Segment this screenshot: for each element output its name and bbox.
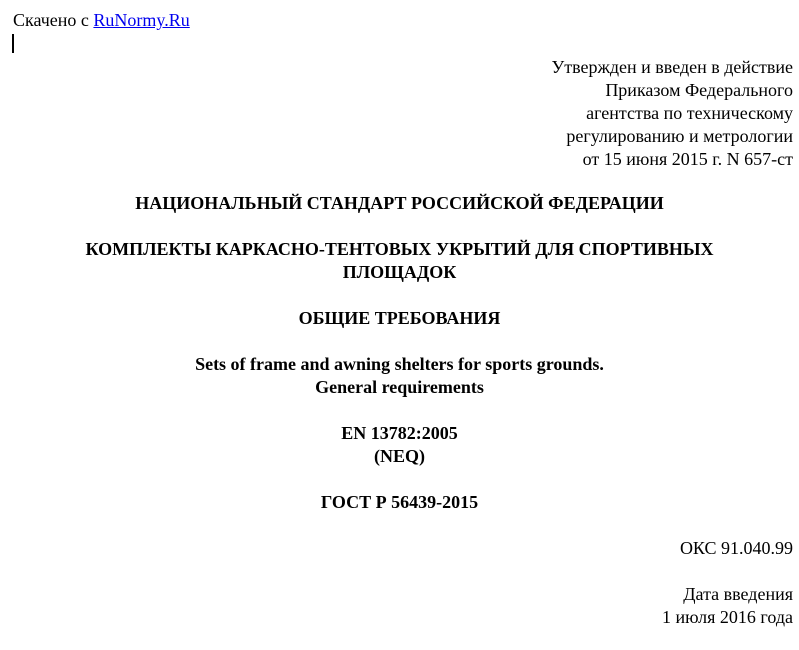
title-line-2: ПЛОЩАДОК <box>342 262 457 282</box>
title-line-1: КОМПЛЕКТЫ КАРКАСНО-ТЕНТОВЫХ УКРЫТИЙ ДЛЯ СПОРТИВНЫХ <box>85 239 714 259</box>
gost-number: ГОСТ Р 56439-2015 <box>320 492 479 512</box>
english-line-2: General requirements <box>315 377 484 397</box>
approval-line-2: Приказом Федерального <box>605 80 793 100</box>
english-line-1: Sets of frame and awning shelters for sports grounds. <box>195 354 604 374</box>
national-standard-heading <box>0 192 799 215</box>
en-ref-line-1: EN 13782:2005 <box>341 423 458 443</box>
en-reference <box>0 422 799 468</box>
approval-line-3: агентства по техническому <box>586 103 793 123</box>
en-ref-line-2: (NEQ) <box>374 446 425 466</box>
subtitle: ОБЩИЕ ТРЕБОВАНИЯ <box>298 308 501 328</box>
oks-code: ОКС 91.040.99 <box>679 538 793 558</box>
english-title <box>0 353 799 399</box>
document-title <box>0 238 799 284</box>
national-title: НАЦИОНАЛЬНЫЙ СТАНДАРТ РОССИЙСКОЙ ФЕДЕРАЦИИ <box>135 193 664 213</box>
intro-date-label: Дата введения <box>683 584 793 604</box>
source-prefix: Скачено с <box>13 10 94 30</box>
approval-line-5: от 15 июня 2015 г. N 657-ст <box>582 149 793 169</box>
source-line <box>13 9 190 31</box>
gost-number-block <box>0 491 799 514</box>
approval-line-1: Утвержден и введен в действие <box>551 57 793 77</box>
text-cursor <box>12 34 14 53</box>
subtitle-block <box>0 307 799 330</box>
intro-date-value: 1 июля 2016 года <box>662 607 793 627</box>
approval-block <box>551 56 793 171</box>
source-link[interactable]: RuNormy.Ru <box>93 10 190 30</box>
approval-line-4: регулированию и метрологии <box>566 126 793 146</box>
